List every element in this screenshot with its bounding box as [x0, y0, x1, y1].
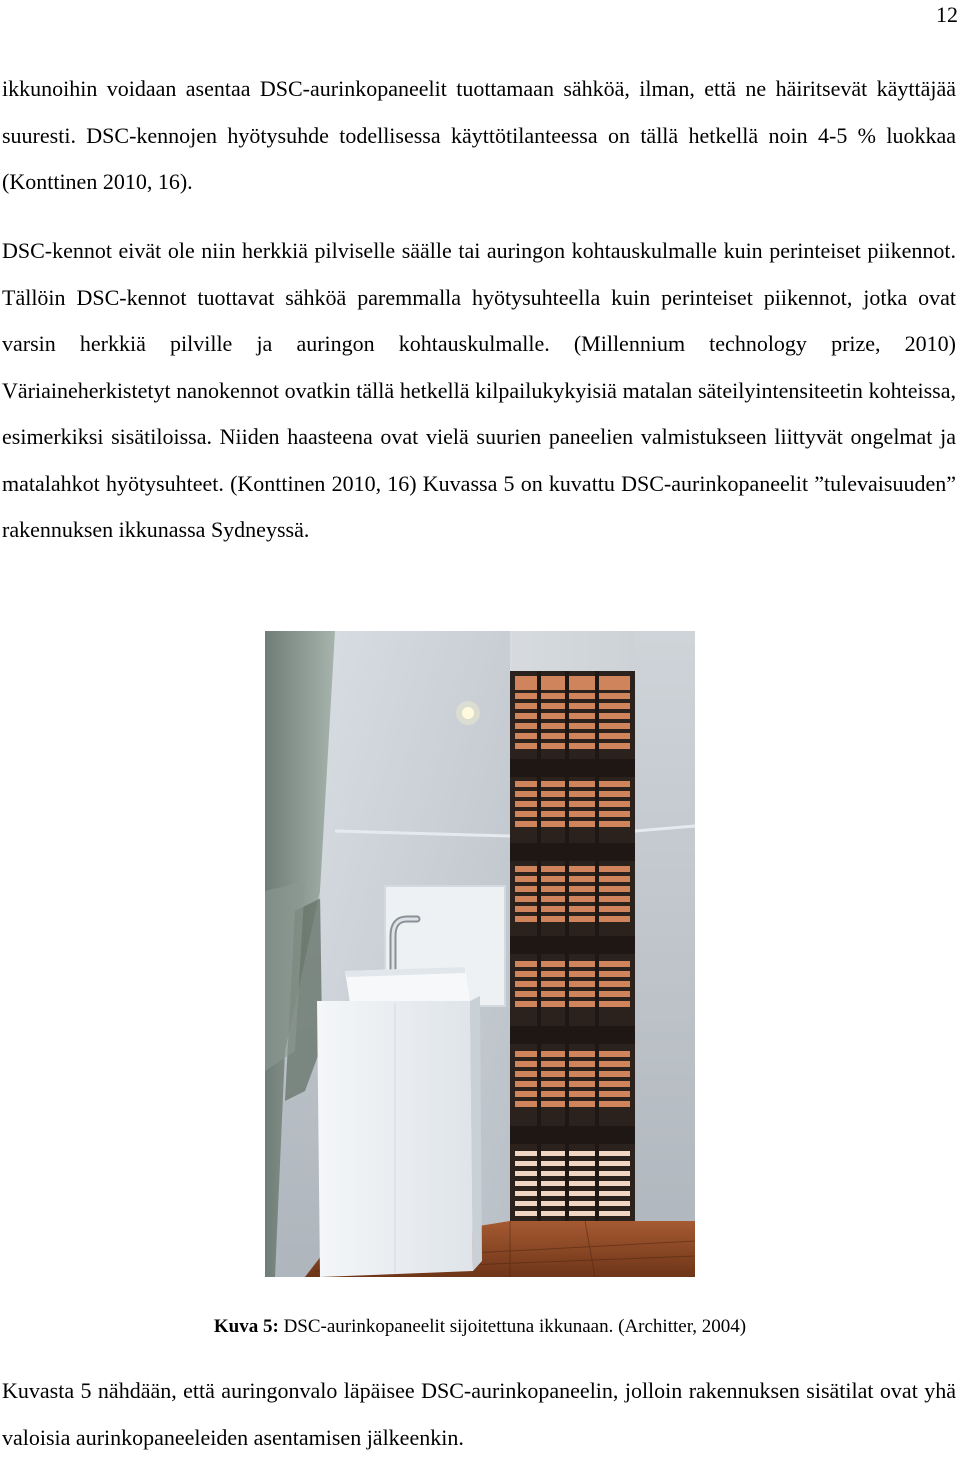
figure-caption [0, 1313, 960, 1341]
body-paragraph: DSC-kennot eivät ole niin herkkiä pilviselle säälle tai auringon kohtauskulmalle kuin perinteiset piikennot. Tällöin DSC-kennot tuottavat sähköä paremmalla hyötysuhteella kuin perinteiset piikennot, jotka ovat varsin herkkiä pilville ja auringon kohtauskulmalle. (Millennium technology prize, 2010) Väriaineherkistetyt nanokennot ovatkin tällä hetkellä kilpailukykyisiä matalan säteilyintensiteetin kohteissa, esimerkiksi sisätiloissa. Niiden haasteena ovat vielä suurien paneelien valmistukseen liittyvät ongelmat ja matalahkot hyötysuhteet. (Konttinen 2010, 16) Kuvassa 5 on kuvattu DSC-aurinkopaneelit ”tulevaisuuden” rakennuksen ikkunassa Sydneyssä. [2, 238, 956, 542]
body-paragraph: Kuvasta 5 nähdään, että auringonvalo läpäisee DSC-aurinkopaneelin, jolloin rakennuksen sisätilat ovat yhä valoisia aurinkopaneeleiden asentamisen jälkeenkin. [2, 1378, 956, 1450]
page-number: 12 [936, 2, 958, 27]
figure-photo [265, 631, 695, 1277]
figure-caption-text: DSC-aurinkopaneelit sijoitettuna ikkunaan. (Architter, 2004) [278, 1316, 747, 1337]
body-paragraph: ikkunoihin voidaan asentaa DSC-aurinkopaneelit tuottamaan sähköä, ilman, että ne häiritsevät käyttäjää suuresti. DSC-kennojen hyötysuhde todellisessa käyttötilanteessa on tällä hetkellä noin 4-5 % luokkaa (Konttinen 2010, 16). [2, 76, 956, 194]
figure-caption-label: Kuva 5: [213, 1316, 279, 1337]
